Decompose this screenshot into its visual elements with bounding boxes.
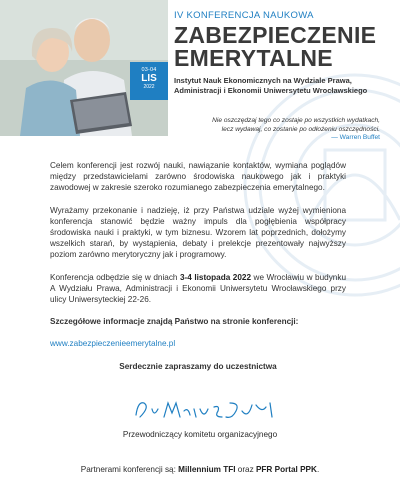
header xyxy=(174,10,394,96)
body-text xyxy=(50,160,346,372)
venue-pre: Konferencja odbędzie się w dniach xyxy=(50,272,180,282)
partners-line xyxy=(0,465,400,474)
partners-pre: Partnerami konferencji są: xyxy=(80,465,179,474)
page-title xyxy=(174,24,394,70)
conference-website-link[interactable]: www.zabezpieczenieemerytalne.pl xyxy=(50,339,176,349)
badge-days: 03-04 xyxy=(141,67,157,73)
venue-dates: 3-4 listopada 2022 xyxy=(180,272,252,282)
partner-1: Millennium TFI xyxy=(178,465,236,474)
title-line-2: EMERYTALNE xyxy=(174,45,333,71)
institute-line-1: Instytut Nauk Ekonomicznych na Wydziale Prawa, xyxy=(174,76,352,85)
badge-year: 2022 xyxy=(143,84,155,90)
paragraph-hope: Wyrażamy przekonanie i nadzieję, iż przy Państwa udziale wyżej wymieniona konferencja stanowić będzie ważny impuls dla pogłębienia współpracy środowiska nauki i praktyki, w tym biznesu. Wzorem lat poprzednich, dołożymy wszelkich starań, by wystąpienia, debaty i prelekcje prezentowały najwyższy poziom zarówno merytoryczny jak i programowy. xyxy=(50,205,346,260)
partner-2: PFR Portal PPK xyxy=(255,465,317,474)
paragraph-goal: Celem konferencji jest rozwój nauki, nawiązanie kontaktów, wymiana poglądów między przedstawicielami zarówno środowiska naukowego jak i praktyki zawodowej w zakresie szeroko rozumianego zabezpieczenia emerytalnego. xyxy=(50,161,346,193)
quote-line-2: lecz wydawaj, co zostanie po odłożeniu oszczędności. xyxy=(221,125,380,133)
conference-label: IV KONFERENCJA NAUKOWA xyxy=(174,10,314,21)
signatory-role: Przewodniczący komitetu organizacyjnego xyxy=(122,430,278,439)
invitation-line: Serdecznie zapraszamy do uczestnictwa xyxy=(119,361,277,371)
info-heading: Szczegółowe informacje znajdą Państwo na stronie konferencji: xyxy=(50,317,299,327)
institute xyxy=(174,76,394,96)
venue-post: we Wrocławiu w budynku A Wydziału Prawa, Administracji i Ekonomii Uniwersytetu Wrocławskiego przy ulicy Uniwersyteckiej 22-26. xyxy=(50,272,347,305)
partners-mid: oraz xyxy=(235,465,256,474)
quote-author: — Warren Buffet xyxy=(331,134,380,141)
date-badge xyxy=(130,62,168,100)
paragraph-venue xyxy=(50,272,346,306)
handwritten-signature xyxy=(130,395,280,423)
partners-end: . xyxy=(316,465,320,474)
quote xyxy=(180,117,380,143)
quote-line-1: Nie oszczędzaj tego co zostaje po wszystkich wydatkach, xyxy=(212,117,380,124)
institute-line-2: Administracji i Ekonomii Uniwersytetu Wrocławskiego xyxy=(174,86,368,95)
title-line-1: ZABEZPIECZENIE xyxy=(174,22,377,48)
badge-month: LIS xyxy=(141,73,157,84)
